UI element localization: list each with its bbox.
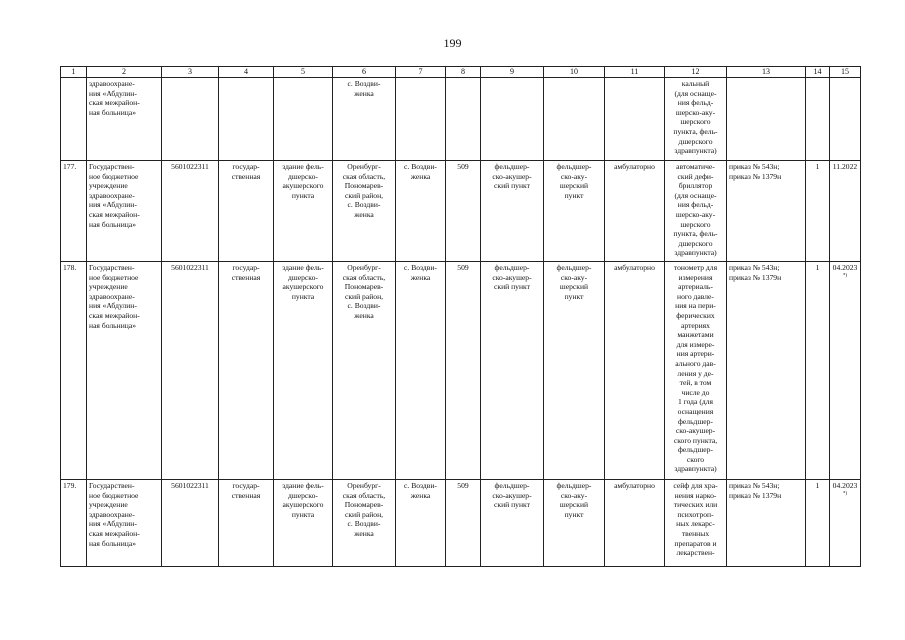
cell-owner: Государствен- ное бюджетное учреждение здравоохране- ния «Абдулин- ская межрайон- ная больница» xyxy=(87,262,162,480)
date-value: 11.2022 xyxy=(832,162,858,171)
cell-inn: 5601022311 xyxy=(162,161,219,262)
page-number: 199 xyxy=(443,36,462,50)
cell-ownership: государ- ственная xyxy=(219,480,274,567)
cell-owner: Государствен- ное бюджетное учреждение здравоохране- ния «Абдулин- ская межрайон- ная больница» xyxy=(87,480,162,567)
cell-inn: 5601022311 xyxy=(162,262,219,480)
column-header: 4 xyxy=(219,67,274,78)
column-header: 5 xyxy=(274,67,333,78)
cell-building: здание фель- дшерско- акушерского пункта xyxy=(274,262,333,480)
cell-care-type xyxy=(605,78,665,161)
table-row xyxy=(61,480,861,567)
cell-subunit: фельдшер- ско-аку- шерский пункт xyxy=(544,262,605,480)
cell-inn: 5601022311 xyxy=(162,480,219,567)
cell-ownership: государ- ственная xyxy=(219,262,274,480)
cell-settlement: с. Воздви- женка xyxy=(396,161,446,262)
column-header: 15 xyxy=(830,67,861,78)
cell-equipment: сейф для хра- нения нарко- тических или психотроп- ных лекарс- твенных препаратов и лекарствен- xyxy=(665,480,727,567)
cell-settlement: с. Воздви- женка xyxy=(396,262,446,480)
cell-building: здание фель- дшерско- акушерского пункта xyxy=(274,480,333,567)
cell-settlement: с. Воздви- женка xyxy=(396,480,446,567)
column-header: 13 xyxy=(727,67,806,78)
cell-qty: 1 xyxy=(806,161,830,262)
cell-date xyxy=(830,480,861,567)
cell-subunit: фельдшер- ско-аку- шерский пункт xyxy=(544,161,605,262)
column-header: 8 xyxy=(446,67,481,78)
table-row xyxy=(61,262,861,480)
cell-address: Оренбург- ская область, Пономарев- ский район, с. Воздви- женка xyxy=(333,262,396,480)
column-header: 7 xyxy=(396,67,446,78)
column-header: 11 xyxy=(605,67,665,78)
column-header: 1 xyxy=(61,67,87,78)
column-header: 10 xyxy=(544,67,605,78)
cell-code: 509 xyxy=(446,161,481,262)
cell-basis xyxy=(727,78,806,161)
cell-care-type: амбулаторно xyxy=(605,262,665,480)
cell-date xyxy=(830,78,861,161)
header-row xyxy=(61,67,861,78)
cell-building: здание фель- дшерско- акушерского пункта xyxy=(274,161,333,262)
continuation-row xyxy=(61,78,861,161)
registry-table xyxy=(60,66,861,567)
cell-basis: приказ № 543н; приказ № 1379н xyxy=(727,161,806,262)
cell-code xyxy=(446,78,481,161)
cell-inn xyxy=(162,78,219,161)
footnote-mark: *) xyxy=(842,273,848,279)
cell-equipment: кальный (для оснаще- ния фельд- шерско-аку- шерского пункта, фель- дшерского здравпункта) xyxy=(665,78,727,161)
cell-care-type: амбулаторно xyxy=(605,161,665,262)
cell-date xyxy=(830,262,861,480)
cell-owner: Государствен- ное бюджетное учреждение здравоохране- ния «Абдулин- ская межрайон- ная больница» xyxy=(87,161,162,262)
cell-num: 179. xyxy=(61,480,87,567)
column-header: 2 xyxy=(87,67,162,78)
column-header: 3 xyxy=(162,67,219,78)
date-value: 04.2023 xyxy=(832,263,858,272)
cell-unit xyxy=(481,78,544,161)
cell-unit: фельдшер- ско-акушер- ский пункт xyxy=(481,480,544,567)
cell-qty xyxy=(806,78,830,161)
column-header: 9 xyxy=(481,67,544,78)
cell-address: Оренбург- ская область, Пономарев- ский район, с. Воздви- женка xyxy=(333,161,396,262)
date-value: 04.2023 xyxy=(832,481,858,490)
cell-equipment: автоматиче- ский дефи- бриллятор (для оснаще- ния фельд- шерско-аку- шерского пункта, фель- дшерского здравпункта) xyxy=(665,161,727,262)
table-row xyxy=(61,161,861,262)
column-header: 12 xyxy=(665,67,727,78)
cell-date xyxy=(830,161,861,262)
cell-equipment: тонометр для измерения артериаль- ного давле- ния на пери- ферических артериях манжетами для измере- ния артери- ального дав- ления у де- тей, в том числе до 1 года (для оснащения фельдшер- ско-акушер- ского пункта, фельдшер- ского здравпункта) xyxy=(665,262,727,480)
cell-basis: приказ № 543н; приказ № 1379н xyxy=(727,262,806,480)
cell-address: с. Воздви- женка xyxy=(333,78,396,161)
cell-building xyxy=(274,78,333,161)
cell-care-type: амбулаторно xyxy=(605,480,665,567)
cell-settlement xyxy=(396,78,446,161)
cell-ownership xyxy=(219,78,274,161)
cell-num xyxy=(61,78,87,161)
column-header: 14 xyxy=(806,67,830,78)
column-header: 6 xyxy=(333,67,396,78)
cell-unit: фельдшер- ско-акушер- ский пункт xyxy=(481,262,544,480)
cell-num: 177. xyxy=(61,161,87,262)
cell-qty: 1 xyxy=(806,480,830,567)
cell-owner: здравоохране- ния «Абдулин- ская межрайон- ная больница» xyxy=(87,78,162,161)
cell-subunit: фельдшер- ско-аку- шерский пункт xyxy=(544,480,605,567)
cell-ownership: государ- ственная xyxy=(219,161,274,262)
cell-basis: приказ № 543н; приказ № 1379н xyxy=(727,480,806,567)
cell-address: Оренбург- ская область, Пономарев- ский район, с. Воздви- женка xyxy=(333,480,396,567)
cell-qty: 1 xyxy=(806,262,830,480)
cell-unit: фельдшер- ско-акушер- ский пункт xyxy=(481,161,544,262)
cell-num: 178. xyxy=(61,262,87,480)
footnote-mark: *) xyxy=(842,491,848,497)
cell-subunit xyxy=(544,78,605,161)
cell-code: 509 xyxy=(446,262,481,480)
cell-code: 509 xyxy=(446,480,481,567)
